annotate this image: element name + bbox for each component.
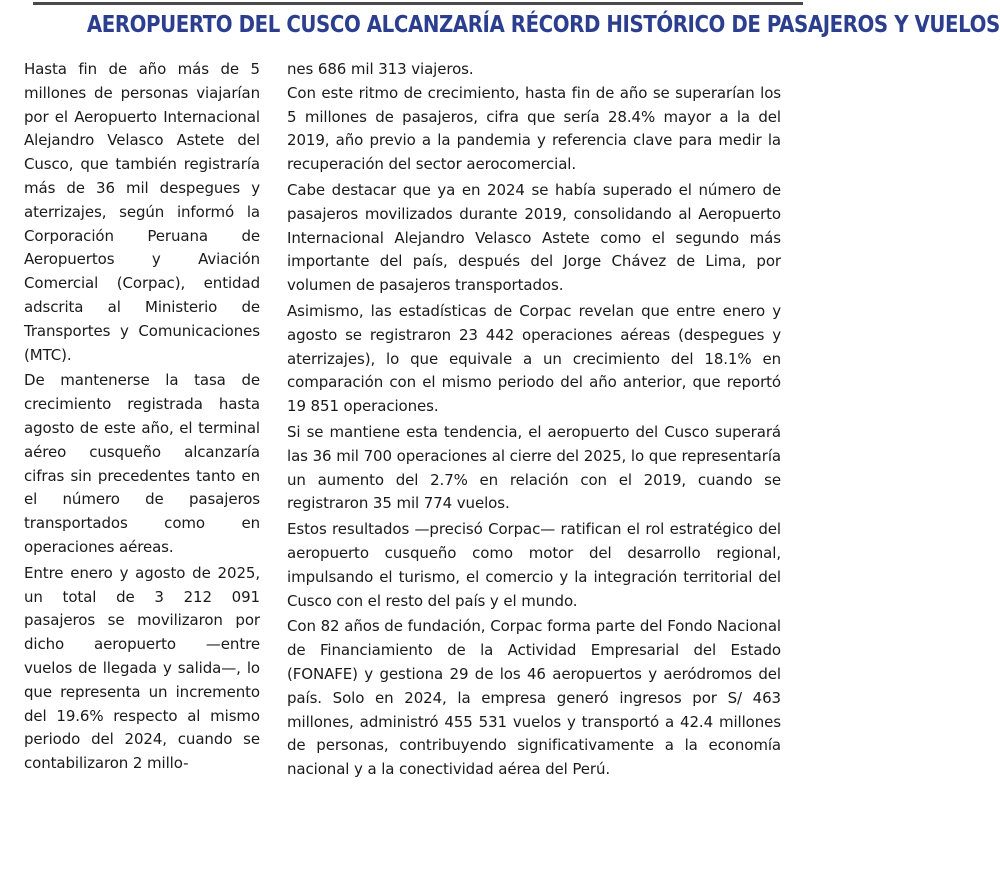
paragraph: De mantenerse la tasa de crecimiento registrada hasta agosto de este año, el terminal aéreo cusqueño alcanzaría cifras sin precedentes tanto en el número de pasajeros transportados como en operaciones aéreas. <box>24 371 260 556</box>
paragraph: Estos resultados —precisó Corpac— ratifican el rol estratégico del aeropuerto cusqueño como motor del desarrollo regional, impulsando el turismo, el comercio y la integración territorial del Cusco con el resto del país y el mundo. <box>287 520 781 610</box>
paragraph: Con este ritmo de crecimiento, hasta fin de año se superarían los 5 millones de pasajeros, cifra que sería 28.4% mayor a la del 2019, año previo a la pandemia y referencia clave para medir la recuperación del sector aerocomercial. <box>287 83 781 174</box>
paragraph: Con 82 años de fundación, Corpac forma parte del Fondo Nacional de Financiamiento de la Actividad Empresarial del Estado (FONAFE) y gestiona 29 de los 46 aeropuertos y aeródromos del país. Solo en 2024, la empresa generó ingresos por S/ 463 millones, administró 455 531 vuelos y transportó a 42.4 millones de personas, contribuyendo significativamente a la economía nacional y a la conectividad aérea del Perú. <box>287 617 781 779</box>
left-column <box>24 58 260 776</box>
paragraph: Entre enero y agosto de 2025, un total de 3 212 091 pasajeros se movilizaron por dicho aeropuerto —entre vuelos de llegada y salida—, lo que representa un incremento del 19.6% respecto al mismo periodo del 2024, cuando se contabilizaron 2 millo- <box>24 563 260 773</box>
paragraph: Cabe destacar que ya en 2024 se había superado el número de pasajeros movilizados durante 2019, consolidando al Aeropuerto Internacional Alejandro Velasco Astete como el segundo más importante del país, después del Jorge Chávez de Lima, por volumen de pasajeros transportados. <box>287 180 781 295</box>
right-column <box>287 58 781 782</box>
article-headline: AEROPUERTO DEL CUSCO ALCANZARÍA RÉCORD HISTÓRICO DE PASAJEROS Y VUELOS <box>86 12 1000 38</box>
paragraph: Hasta fin de año más de 5 millones de personas viajarían por el Aeropuerto Internacional Alejandro Velasco Astete del Cusco, que también registraría más de 36 mil despegues y aterrizajes, según informó la Corporación Peruana de Aeropuertos y Aviación Comercial (Corpac), entidad adscrita al Ministerio de Transportes y Comunicaciones (MTC). <box>24 60 260 364</box>
top-rule <box>33 2 803 5</box>
paragraph: Asimismo, las estadísticas de Corpac revelan que entre enero y agosto se registraron 23 442 operaciones aéreas (despegues y aterrizajes), lo que equivale a un crecimiento del 18.1% en comparación con el mismo periodo del año anterior, que reportó 19 851 operaciones. <box>287 301 781 416</box>
paragraph: Si se mantiene esta tendencia, el aeropuerto del Cusco superará las 36 mil 700 operaciones al cierre del 2025, lo que representaría un aumento del 2.7% en relación con el 2019, cuando se registraron 35 mil 774 vuelos. <box>287 422 781 513</box>
paragraph: nes 686 mil 313 viajeros. <box>287 60 474 78</box>
